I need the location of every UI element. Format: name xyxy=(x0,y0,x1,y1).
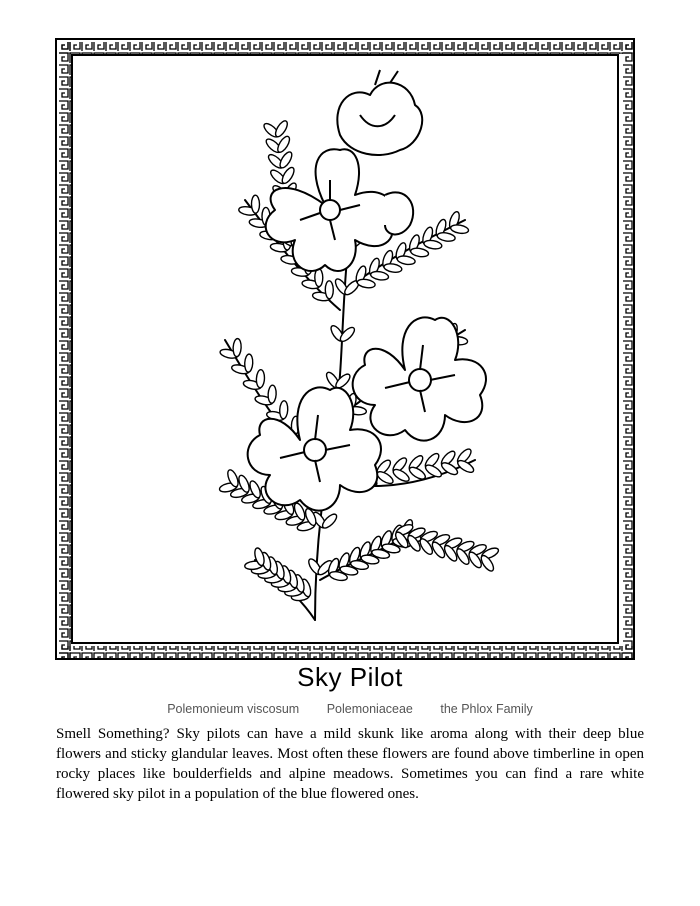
leaflet xyxy=(357,278,376,289)
leaflet xyxy=(437,231,456,242)
leaflet xyxy=(450,224,469,235)
family-latin: Polemoniaceae xyxy=(326,702,413,716)
leaflet xyxy=(279,401,288,419)
leaflet xyxy=(268,385,277,403)
family-common: the Phlox Family xyxy=(440,702,533,716)
leaflet xyxy=(233,338,242,356)
description-paragraph: Smell Something? Sky pilots can have a mild skunk like aroma along with their deep blue flowers and sticky glandular leaves. Most often these flowers are found above timberline in open rocky places like boulderfields and alpine meadows. Sometimes you can find a rare white flowered sky pilot in a population of the blue flowered ones. xyxy=(56,726,644,802)
leaflet xyxy=(325,281,333,299)
leaflet xyxy=(244,354,253,372)
scientific-name: Polemonieum viscosum xyxy=(167,702,300,716)
page-title: Sky Pilot xyxy=(297,662,403,692)
leaflet xyxy=(256,370,265,388)
leaflet xyxy=(410,247,429,258)
taxonomy-line xyxy=(0,702,700,716)
leaflet xyxy=(423,239,442,250)
leaflet xyxy=(397,255,416,266)
leaflet xyxy=(370,270,389,281)
sky-pilot-flower-drawing xyxy=(165,60,535,640)
leaflet xyxy=(251,195,259,213)
leaflet xyxy=(383,263,402,274)
